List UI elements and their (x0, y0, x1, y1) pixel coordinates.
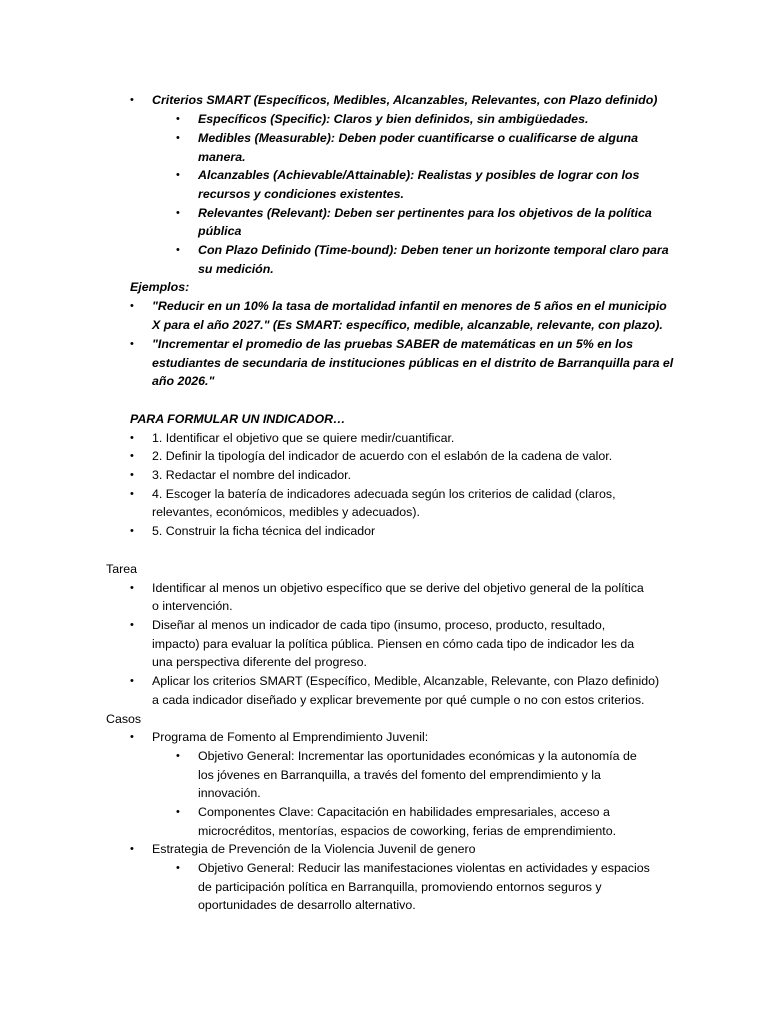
smart-item-cont: manera. (198, 150, 246, 164)
program-name: Estrategia de Prevención de la Violencia Juvenil de genero (152, 842, 476, 856)
step-item: 3. Redactar el nombre del indicador. (152, 468, 352, 482)
example-item-cont: X para el año 2027." (Es SMART: específico, medible, alcanzable, relevante, con plazo). (152, 318, 663, 332)
bullet-icon: • (176, 862, 180, 874)
smart-item-cont: su medición. (198, 262, 274, 276)
bullet-icon: • (130, 300, 134, 312)
example-item: "Reducir en un 10% la tasa de mortalidad infantil en menores de 5 años en el municipio (152, 299, 667, 313)
program-sub-item: Objetivo General: Reducir las manifestaciones violentas en actividades y espacios (198, 861, 650, 875)
bullet-icon: • (176, 132, 180, 144)
program-sub-item: Objetivo General: Incrementar las oportunidades económicas y la autonomía de (198, 749, 637, 763)
step-item: 1. Identificar el objetivo que se quiere medir/cuantificar. (152, 431, 455, 445)
program-sub-item-cont: los jóvenes en Barranquilla, a través del fomento del emprendimiento y la (198, 768, 601, 782)
bullet-icon: • (130, 469, 134, 481)
tarea-item: Diseñar al menos un indicador de cada tipo (insumo, proceso, producto, resultado, (152, 618, 606, 632)
bullet-icon: • (176, 113, 180, 125)
bullet-icon: • (130, 843, 134, 855)
tarea-item-cont: a cada indicador diseñado y explicar brevemente por qué cumple o no con estos criterios. (152, 693, 645, 707)
casos-label: Casos (106, 712, 142, 726)
bullet-icon: • (176, 244, 180, 256)
smart-item: Alcanzables (Achievable/Attainable): Realistas y posibles de lograr con los (198, 168, 640, 182)
tarea-item-cont: una perspectiva diferente del progreso. (152, 655, 367, 669)
bullet-icon: • (176, 806, 180, 818)
smart-item-cont: pública (198, 224, 242, 238)
bullet-icon: • (130, 94, 134, 106)
smart-item: Relevantes (Relevant): Deben ser pertinentes para los objetivos de la política (198, 206, 652, 220)
example-item: "Incrementar el promedio de las pruebas SABER de matemáticas en un 5% en los (152, 337, 634, 351)
bullet-icon: • (130, 525, 134, 537)
smart-item-cont: recursos y condiciones existentes. (198, 187, 404, 201)
step-item: 5. Construir la ficha técnica del indicador (152, 524, 376, 538)
bullet-icon: • (130, 450, 134, 462)
smart-item: Específicos (Specific): Claros y bien definidos, sin ambigüedades. (198, 112, 589, 126)
tarea-label: Tarea (106, 562, 137, 576)
program-sub-item-cont: oportunidades de desarrollo alternativo. (198, 898, 416, 912)
program-sub-item: Componentes Clave: Capacitación en habilidades empresariales, acceso a (198, 805, 610, 819)
bullet-icon: • (130, 488, 134, 500)
bullet-icon: • (176, 750, 180, 762)
program-sub-item-cont: innovación. (198, 786, 261, 800)
program-name: Programa de Fomento al Emprendimiento Juvenil: (152, 730, 429, 744)
smart-item: Medibles (Measurable): Deben poder cuantificarse o cualificarse de alguna (198, 131, 638, 145)
example-item-cont: estudiantes de secundaria de instituciones públicas en el distrito de Barranquilla para el (152, 356, 674, 370)
bullet-icon: • (130, 432, 134, 444)
tarea-item-cont: impacto) para evaluar la política pública. Piensen en cómo cada tipo de indicador les da (152, 637, 635, 651)
bullet-icon: • (130, 619, 134, 631)
tarea-item: Aplicar los criterios SMART (Específico, Medible, Alcanzable, Relevante, con Plazo definido) (152, 674, 660, 688)
bullet-icon: • (130, 675, 134, 687)
step-item: 2. Definir la tipología del indicador de acuerdo con el eslabón de la cadena de valor. (152, 449, 613, 463)
example-item-cont: año 2026." (152, 374, 215, 388)
bullet-icon: • (176, 169, 180, 181)
bullet-icon: • (176, 207, 180, 219)
smart-title: Criterios SMART (Específicos, Medibles, Alcanzables, Relevantes, con Plazo definido) (152, 93, 658, 107)
step-item-cont: relevantes, económicos, medibles y adecuados). (152, 505, 420, 519)
tarea-item-cont: o intervención. (152, 599, 233, 613)
smart-item: Con Plazo Definido (Time-bound): Deben tener un horizonte temporal claro para (198, 243, 669, 257)
formular-heading: PARA FORMULAR UN INDICADOR… (130, 412, 346, 426)
examples-label: Ejemplos: (130, 280, 190, 294)
bullet-icon: • (130, 338, 134, 350)
tarea-item: Identificar al menos un objetivo específico que se derive del objetivo general de la política (152, 581, 644, 595)
program-sub-item-cont: de participación política en Barranquilla, promoviendo entornos seguros y (198, 880, 602, 894)
bullet-icon: • (130, 582, 134, 594)
bullet-icon: • (130, 731, 134, 743)
step-item: 4. Escoger la batería de indicadores adecuada según los criterios de calidad (claros, (152, 487, 616, 501)
program-sub-item-cont: microcréditos, mentorías, espacios de coworking, ferias de emprendimiento. (198, 824, 617, 838)
